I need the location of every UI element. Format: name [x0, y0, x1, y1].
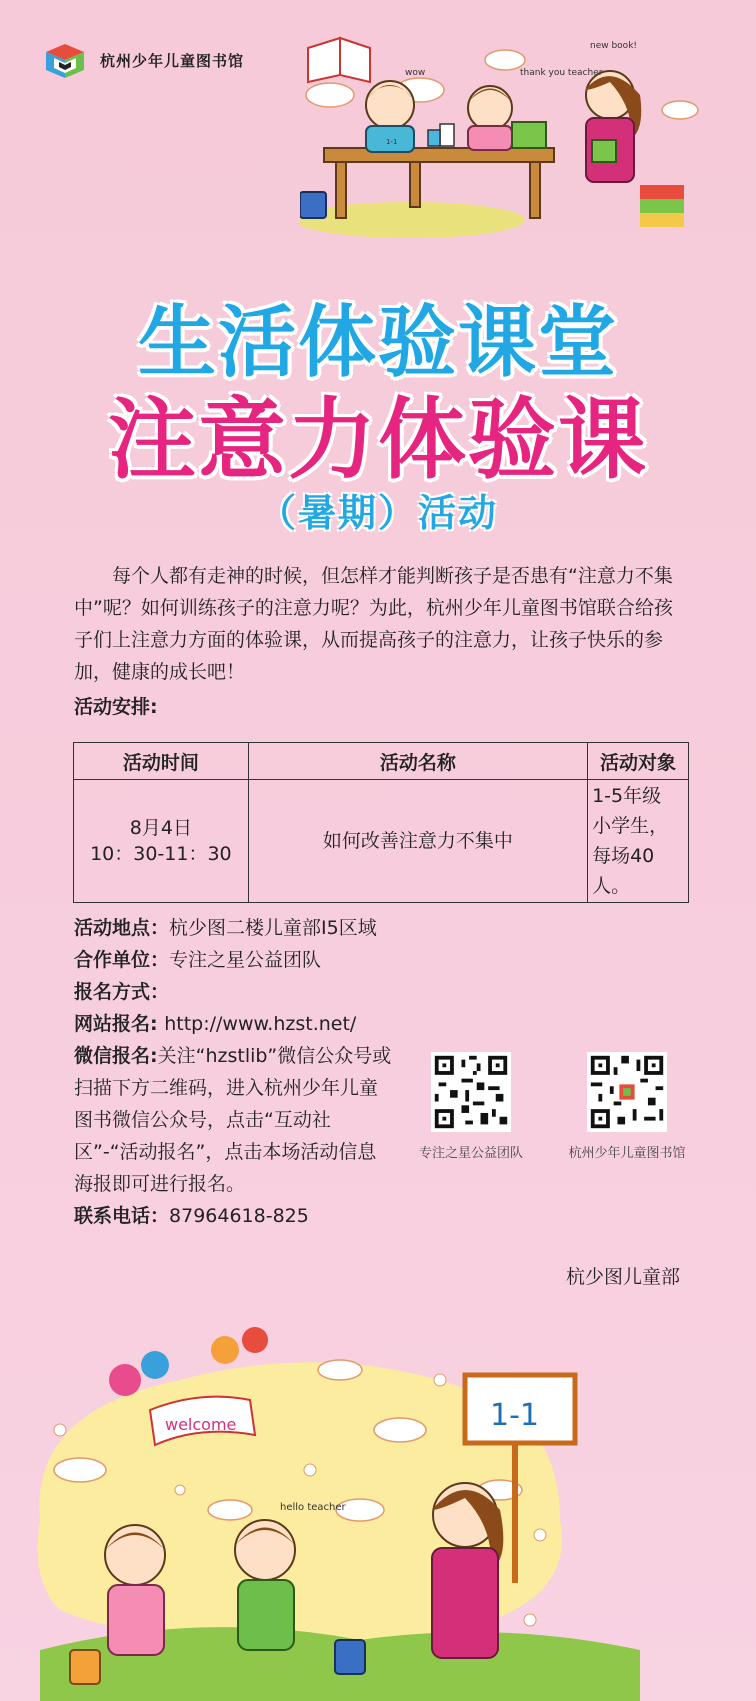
qr-caption-library: 杭州少年儿童图书馆	[568, 1146, 686, 1161]
table-header-target: 活动对象	[588, 743, 689, 780]
title-life-experience: 生活体验课堂	[137, 298, 618, 388]
web-signup-line	[74, 1008, 356, 1040]
signup-label: 报名方式：	[74, 981, 170, 1003]
web-signup-label: 网站报名:	[74, 1013, 165, 1035]
partner-value: 专注之星公益团队	[169, 949, 322, 971]
cell-activity-name: 如何改善注意力不集中	[248, 780, 587, 903]
table-header-time: 活动时间	[74, 743, 249, 780]
phone-line	[74, 1200, 309, 1232]
classroom-illustration	[300, 20, 730, 250]
signup-line	[74, 976, 169, 1008]
welcome-illustration	[0, 1320, 756, 1701]
table-row	[74, 780, 689, 903]
cell-date: 8月4日	[129, 817, 192, 839]
cell-target	[588, 780, 689, 903]
partner-line	[74, 944, 321, 976]
qr-code-icon	[431, 1052, 511, 1132]
title-attention-class: 注意力体验课	[107, 388, 648, 491]
welcome-banner-text: welcome	[165, 1415, 237, 1434]
intro-paragraph: 每个人都有走神的时候，但怎样才能判断孩子是否患有“注意力不集中”呢？如何训练孩子的注意力呢？为此，杭州少年儿童图书馆联合给孩子们上注意力方面的体验课，从而提高孩子的注意力，让孩子快乐的参加，健康的成长吧！	[74, 565, 673, 683]
qr-code-zhuanzhu[interactable]	[431, 1052, 511, 1132]
speech-thanks: thank you teacher	[520, 68, 603, 78]
location-label: 活动地点：	[74, 917, 170, 939]
wechat-signup-text: 关注“hzstlib”微信公众号或扫描下方二维码，进入杭州少年儿童图书微信公众号，点击“互动社区”-“活动报名”，点击本场活动信息海报即可进行报名。	[74, 1045, 392, 1195]
hello-teacher-text: hello teacher	[280, 1502, 346, 1513]
speech-wow: wow	[405, 68, 426, 78]
speech-new-book: new book!	[590, 41, 638, 51]
cell-time-range: 10：30-11：30	[90, 843, 232, 865]
department-signature: 杭少图儿童部	[566, 1266, 681, 1288]
location-value: 杭少图二楼儿童部I5区域	[169, 917, 377, 939]
qr-code-library[interactable]	[587, 1052, 667, 1132]
table-header-name: 活动名称	[248, 743, 587, 780]
cell-time	[74, 780, 249, 903]
class-sign-text: 1-1	[490, 1398, 539, 1433]
cell-target-students: 小学生，	[592, 815, 669, 837]
partner-label: 合作单位：	[74, 949, 170, 971]
qr-caption-zhuanzhu: 专注之星公益团队	[418, 1146, 523, 1161]
desk-card: 1-1	[386, 138, 398, 146]
wechat-signup-label: 微信报名:	[74, 1045, 158, 1067]
schedule-table	[73, 742, 689, 903]
web-signup-link[interactable]: http://www.hzst.net/	[164, 1013, 357, 1035]
cell-target-grade: 1-5年级	[592, 785, 662, 807]
book-icon	[308, 38, 370, 82]
library-logo-icon	[42, 40, 88, 82]
cell-target-capacity: 每场40人。	[592, 845, 655, 897]
subtitle-summer: （暑期）活动	[257, 491, 498, 535]
wechat-signup	[74, 1040, 394, 1200]
phone-label: 联系电话：	[74, 1205, 170, 1227]
schedule-label: 活动安排:	[74, 696, 158, 718]
library-name: 杭州少年儿童图书馆	[100, 52, 245, 70]
qr-code-icon	[587, 1052, 667, 1132]
location-line	[74, 912, 377, 944]
phone-value: 87964618-825	[169, 1205, 309, 1227]
